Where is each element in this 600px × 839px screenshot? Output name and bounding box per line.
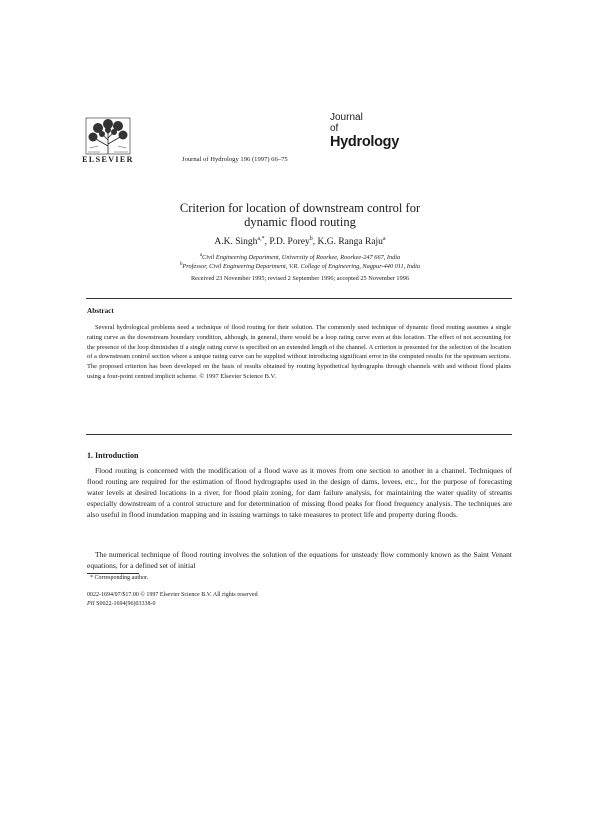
abstract-text: Several hydrological problems need a technique of flood routing for their solution. The commonly used technique of dynamic flood routing assumes a single rating curve as the downstream boundary condition, although, in general, there would be a loop rating curve even at this location. The effect of not accounting for the presence of the loop diminishes if a single rating curve is specified on an extended length of the channel. A criterion is presented for the selection of the location of a downstream control section where a unique rating curve can be supplied without introducing significant error in the computed results for the upstream sections. The proposed criterion has been developed on the basis of results obtained by routing hypothetical hydrographs through channels with and without flood plains using a four-point centred implicit scheme. © 1997 Elsevier Science B.V. [87,324,511,380]
journal-masthead [330,112,399,150]
journal-masthead-line1: Journal [330,112,363,123]
body-paragraph: The numerical technique of flood routing involves the solution of the equations for unsteady flow commonly known as the Saint Venant equations, for a defined set of initial [87,550,512,571]
footnote-rule [87,573,139,574]
affiliation-b [60,262,540,270]
author-list [100,236,500,247]
journal-masthead-line3: Hydrology [330,134,400,150]
author-affiliation-mark: b [309,236,313,242]
author-affiliation-mark: a [382,236,386,242]
abstract-top-rule [86,298,512,299]
publisher-name: ELSEVIER [82,155,134,164]
section-heading-introduction: 1. Introduction [87,451,139,460]
author-affiliation-mark: a,* [257,236,265,242]
article-title-line2: dynamic flood routing [244,215,356,229]
author-separator: , [312,237,318,248]
pii-label: PII [87,601,95,607]
received-dates: Received 23 November 1995; revised 2 September 1996; accepted 25 November 1996 [190,275,410,282]
author-separator: , [264,237,270,248]
affiliation-text: Professor, Civil Engineering Department, V.R. College of Engineering, Nagpur-440 011, India [182,263,421,271]
footnote-corresponding-author: * Corresponding author. [90,575,149,581]
journal-citation: Journal of Hydrology 196 (1997) 66–75 [182,156,288,163]
affiliation-mark: a [199,253,203,258]
pii-value: S0022-1694(96)03338-0 [94,601,156,607]
affiliation-mark: b [179,262,183,267]
issn-copyright-line: 0022-1694/97/$17.00 © 1997 Elsevier Science B.V. All rights reserved [87,592,258,598]
pii-line [87,601,156,607]
body-paragraph: Flood routing is concerned with the modification of a flood wave as it moves from one section to another in a channel. Techniques of flood routing are required for the estimation of flood hydrographs used in the design of dams, levees, etc., for the purpose of forecasting water levels at desired locations in a river, for flood plain zoning, for dam failure analysis, for maintaining the water quality of streams especially downstream of a control structure and for determination of missing flood peaks for flood frequency analysis. The techniques are also useful in flood inundation mapping and in issuing warnings to take measures to protect life and property during floods. [87,466,512,520]
affiliation-a [60,253,540,261]
author-name: A.K. Singh [214,237,258,248]
journal-masthead-line2: of [330,123,339,134]
affiliation-text: Civil Engineering Department, University of Roorkee, Roorkee-247 667, India [202,254,401,262]
author-name: K.G. Ranga Raju [317,237,383,248]
article-title-line1: Criterion for location of downstream control for [179,201,421,215]
abstract-heading: Abstract [87,307,114,315]
abstract-bottom-rule [86,434,512,435]
author-name: P.D. Porey [269,237,310,248]
